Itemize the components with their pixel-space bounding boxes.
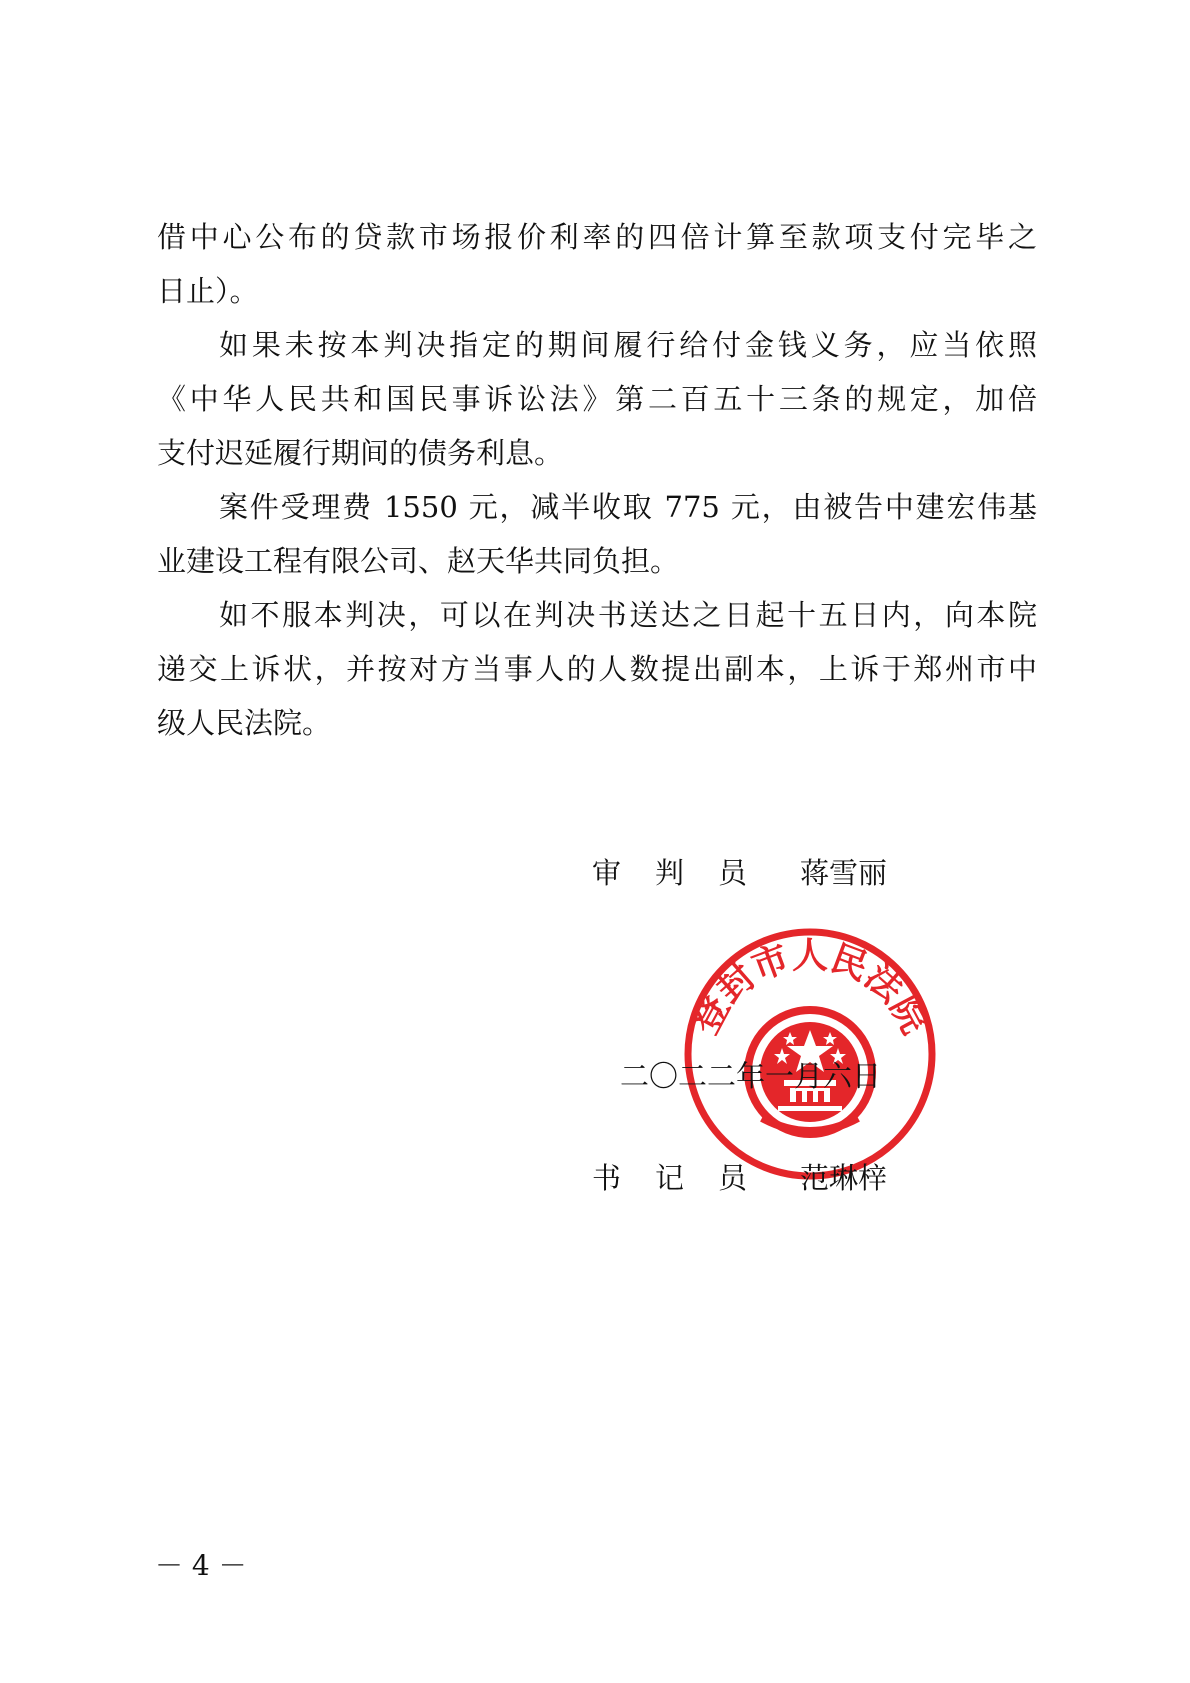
text-line: 案件受理费 1550 元，减半收取 775 元，由被告中建宏伟基: [219, 490, 1037, 524]
page-number: － 4 －: [155, 1549, 247, 1582]
judgment-date: 二〇二二年一月六日: [620, 1059, 882, 1093]
text-line: 借中心公布的贷款市场报价利率的四倍计算至款项支付完毕之: [157, 220, 1037, 254]
text-line: 日止）。: [157, 274, 259, 308]
clerk-name: 范琳梓: [800, 1161, 888, 1195]
judgment-body: [157, 210, 1037, 750]
text-line: 递交上诉状，并按对方当事人的人数提出副本，上诉于郑州市中: [157, 652, 1037, 686]
seal-lettering: 登封市人民法院: [684, 934, 936, 1041]
text-line: 如不服本判决，可以在判决书送达之日起十五日内，向本院: [219, 598, 1037, 632]
judge-name: 蒋雪丽: [800, 856, 888, 890]
text-line: 支付迟延履行期间的债务利息。: [157, 436, 564, 470]
text-line: 业建设工程有限公司、赵天华共同负担。: [157, 544, 680, 578]
text-line: 如果未按本判决指定的期间履行给付金钱义务，应当依照: [219, 328, 1037, 362]
text-line: 《中华人民共和国民事诉讼法》第二百五十三条的规定，加倍: [157, 382, 1037, 416]
court-seal: [678, 922, 942, 1186]
clerk-role: 书记员: [592, 1161, 782, 1195]
text-line: 级人民法院。: [157, 706, 332, 740]
judge-role: 审判员: [592, 856, 782, 890]
